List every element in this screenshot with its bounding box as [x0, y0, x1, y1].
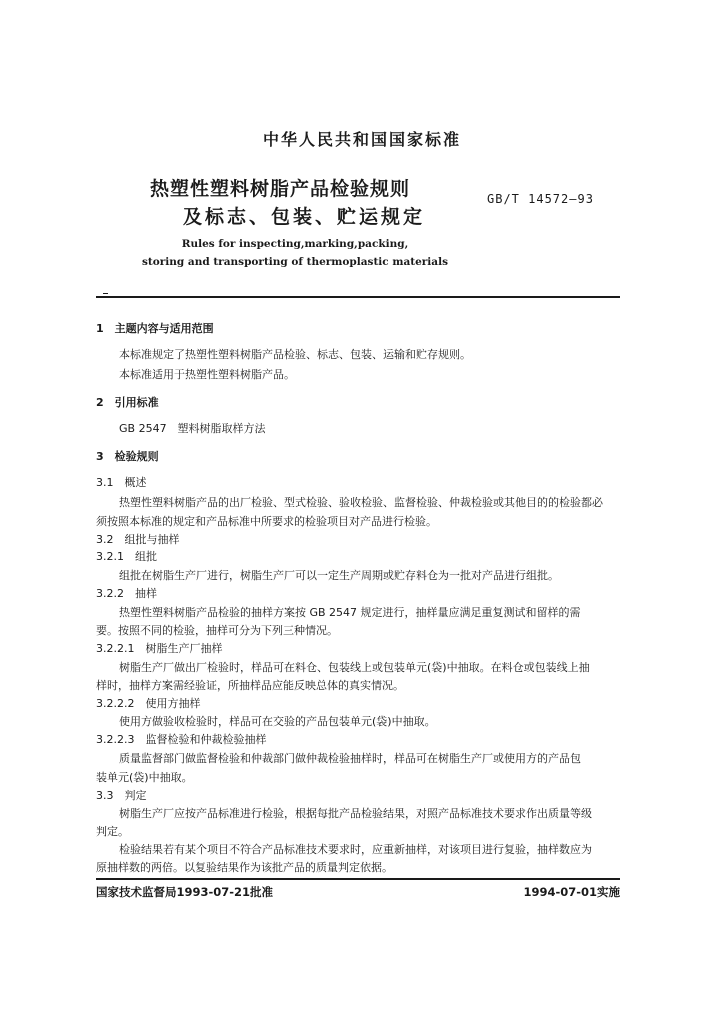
section-3-3-paragraph-1-line1: 树脂生产厂应按产品标准进行检验，根据每批产品检验结果，对照产品标准技术要求作出质量等级	[119, 807, 592, 820]
section-3-2-2-1-title: 3.2.2.1 树脂生产厂抽样	[96, 642, 223, 655]
section-3-3-paragraph-2-line2: 原抽样数的两倍。以复验结果作为该批产品的质量判定依据。	[96, 861, 393, 874]
section-3-3-paragraph-2-line1: 检验结果若有某个项目不符合产品标准技术要求时，应重新抽样，对该项目进行复验，抽样数应为	[119, 843, 592, 856]
section-3-2-2-paragraph-line2: 要。按照不同的检验，抽样可分为下列三种情况。	[96, 624, 338, 637]
section-2-title: 2 引用标准	[96, 396, 159, 409]
section-3-2-title: 3.2 组批与抽样	[96, 533, 180, 546]
section-3-2-2-3-paragraph-line2: 装单元(袋)中抽取。	[96, 771, 193, 784]
section-2-reference: GB 2547 塑料树脂取样方法	[119, 422, 266, 435]
document-title-line2: 及标志、包装、贮运规定	[183, 206, 426, 228]
footer-divider	[96, 878, 620, 880]
section-1-paragraph-1: 本标准规定了热塑性塑料树脂产品检验、标志、包装、运输和贮存规则。	[119, 348, 471, 361]
section-3-2-2-title: 3.2.2 抽样	[96, 587, 157, 600]
section-3-2-2-3-paragraph-line1: 质量监督部门做监督检验和仲裁部门做仲裁检验抽样时，样品可在树脂生产厂或使用方的产品包	[119, 752, 581, 765]
section-1-title: 1 主题内容与适用范围	[96, 322, 214, 335]
section-3-3-title: 3.3 判定	[96, 789, 147, 802]
section-1-paragraph-2: 本标准适用于热塑性塑料树脂产品。	[119, 368, 295, 381]
section-3-2-2-2-paragraph: 使用方做验收检验时，样品可在交验的产品包装单元(袋)中抽取。	[119, 715, 436, 728]
header-rule-mark	[103, 293, 108, 294]
document-title-line1: 热塑性塑料树脂产品检验规则	[150, 178, 411, 200]
section-3-2-1-paragraph: 组批在树脂生产厂进行，树脂生产厂可以一定生产周期或贮存料仓为一批对产品进行组批。	[119, 569, 559, 582]
section-3-2-1-title: 3.2.1 组批	[96, 550, 157, 563]
section-3-title: 3 检验规则	[96, 450, 159, 463]
section-3-1-paragraph-line2: 须按照本标准的规定和产品标准中所要求的检验项目对产品进行检验。	[96, 515, 437, 528]
section-3-2-2-paragraph-line1: 热塑性塑料树脂产品检验的抽样方案按 GB 2547 规定进行，抽样量应满足重复测试和留样的需	[119, 606, 581, 619]
implementation-date: 1994-07-01实施	[523, 885, 620, 899]
section-3-2-2-1-paragraph-line2: 样时，抽样方案需经验证，所抽样品应能反映总体的真实情况。	[96, 679, 404, 692]
section-3-2-2-2-title: 3.2.2.2 使用方抽样	[96, 697, 201, 710]
standard-type-heading: 中华人民共和国国家标准	[262, 130, 461, 149]
section-3-1-title: 3.1 概述	[96, 476, 147, 489]
section-3-1-paragraph-line1: 热塑性塑料树脂产品的出厂检验、型式检验、验收检验、监督检验、仲裁检验或其他目的的检验都必	[119, 496, 603, 509]
approval-date: 国家技术监督局1993-07-21批准	[96, 885, 274, 899]
standard-code: GB/T 14572—93	[487, 192, 594, 206]
header-divider	[96, 296, 620, 298]
english-title-line2: storing and transporting of thermoplastic materials	[141, 256, 449, 268]
section-3-3-paragraph-1-line2: 判定。	[96, 825, 129, 838]
english-title-line1: Rules for inspecting,marking,packing,	[181, 238, 409, 250]
section-3-2-2-1-paragraph-line1: 树脂生产厂做出厂检验时，样品可在料仓、包装线上或包装单元(袋)中抽取。在料仓或包装线上抽	[119, 661, 590, 674]
section-3-2-2-3-title: 3.2.2.3 监督检验和仲裁检验抽样	[96, 733, 267, 746]
